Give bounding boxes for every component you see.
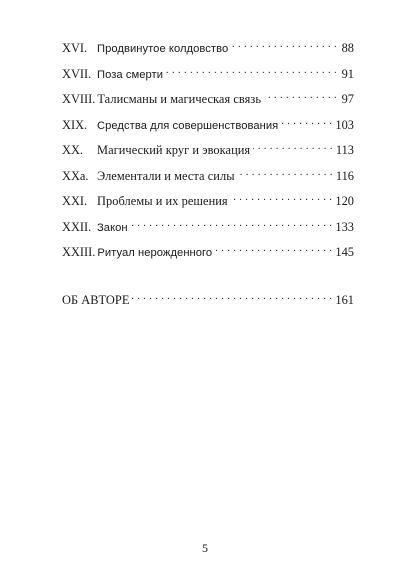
toc-entry-page: 116 bbox=[335, 168, 354, 183]
toc-entry-title: Закон bbox=[97, 221, 128, 234]
toc-entry-page: 97 bbox=[341, 92, 354, 106]
toc-entry-19[interactable] bbox=[62, 113, 354, 139]
toc-entry-23[interactable] bbox=[62, 240, 354, 266]
toc-entry-number: XXI. bbox=[62, 194, 88, 208]
toc-entry-about-author[interactable] bbox=[62, 288, 354, 314]
toc-dot-leader bbox=[215, 242, 332, 256]
toc-dot-leader bbox=[231, 191, 333, 205]
toc-entry-title: Талисманы и магическая связь bbox=[97, 92, 262, 106]
page-number: 5 bbox=[202, 541, 208, 555]
toc-entry-number: XIX. bbox=[62, 117, 88, 132]
table-of-contents bbox=[62, 36, 354, 313]
toc-dot-leader bbox=[238, 166, 333, 180]
toc-entry-18[interactable] bbox=[62, 87, 354, 113]
toc-dot-leader bbox=[231, 38, 337, 52]
toc-entry-17[interactable] bbox=[62, 62, 354, 88]
toc-dot-leader bbox=[166, 64, 337, 78]
toc-entry-title: Продвинутое колдовство bbox=[97, 43, 229, 55]
toc-entry-number: XX. bbox=[62, 143, 83, 157]
toc-entry-number: XXa. bbox=[62, 168, 89, 183]
toc-entry-title: Магический круг и эвокация bbox=[97, 143, 251, 157]
toc-dot-leader bbox=[264, 89, 337, 103]
toc-dot-leader bbox=[253, 140, 333, 154]
toc-entry-page: 145 bbox=[335, 245, 354, 259]
toc-entry-page: 120 bbox=[335, 194, 354, 208]
toc-entry-page: 161 bbox=[335, 292, 354, 307]
toc-entry-page: 133 bbox=[335, 219, 354, 234]
toc-dot-leader bbox=[131, 217, 333, 231]
toc-entry-22[interactable] bbox=[62, 215, 354, 241]
toc-entry-page: 88 bbox=[341, 41, 354, 55]
toc-entry-title: Проблемы и их решения bbox=[97, 194, 228, 208]
toc-entry-title: Ритуал нерожденного bbox=[97, 247, 213, 259]
toc-entry-number: XXIII. bbox=[62, 245, 96, 259]
toc-entry-number: XXII. bbox=[62, 219, 92, 234]
toc-spacer bbox=[62, 266, 354, 288]
toc-entry-number: XVIII. bbox=[62, 92, 96, 106]
toc-entry-16[interactable] bbox=[62, 36, 354, 62]
toc-entry-number: XVII. bbox=[62, 66, 92, 81]
toc-entry-21[interactable] bbox=[62, 189, 354, 215]
toc-entry-title: ОБ АВТОРЕ bbox=[62, 292, 130, 307]
toc-dot-leader bbox=[281, 115, 332, 129]
toc-entry-20[interactable] bbox=[62, 138, 354, 164]
toc-entry-page: 113 bbox=[335, 143, 354, 157]
toc-entry-20a[interactable] bbox=[62, 164, 354, 190]
toc-entry-page: 103 bbox=[335, 117, 354, 132]
toc-dot-leader bbox=[132, 290, 332, 304]
toc-entry-title: Поза смерти bbox=[97, 68, 164, 81]
toc-entry-number: XVI. bbox=[62, 41, 88, 55]
toc-entry-title: Средства для совершенствования bbox=[97, 119, 279, 132]
toc-entry-page: 91 bbox=[341, 66, 354, 81]
toc-entry-title: Элементали и места силы bbox=[97, 168, 235, 183]
